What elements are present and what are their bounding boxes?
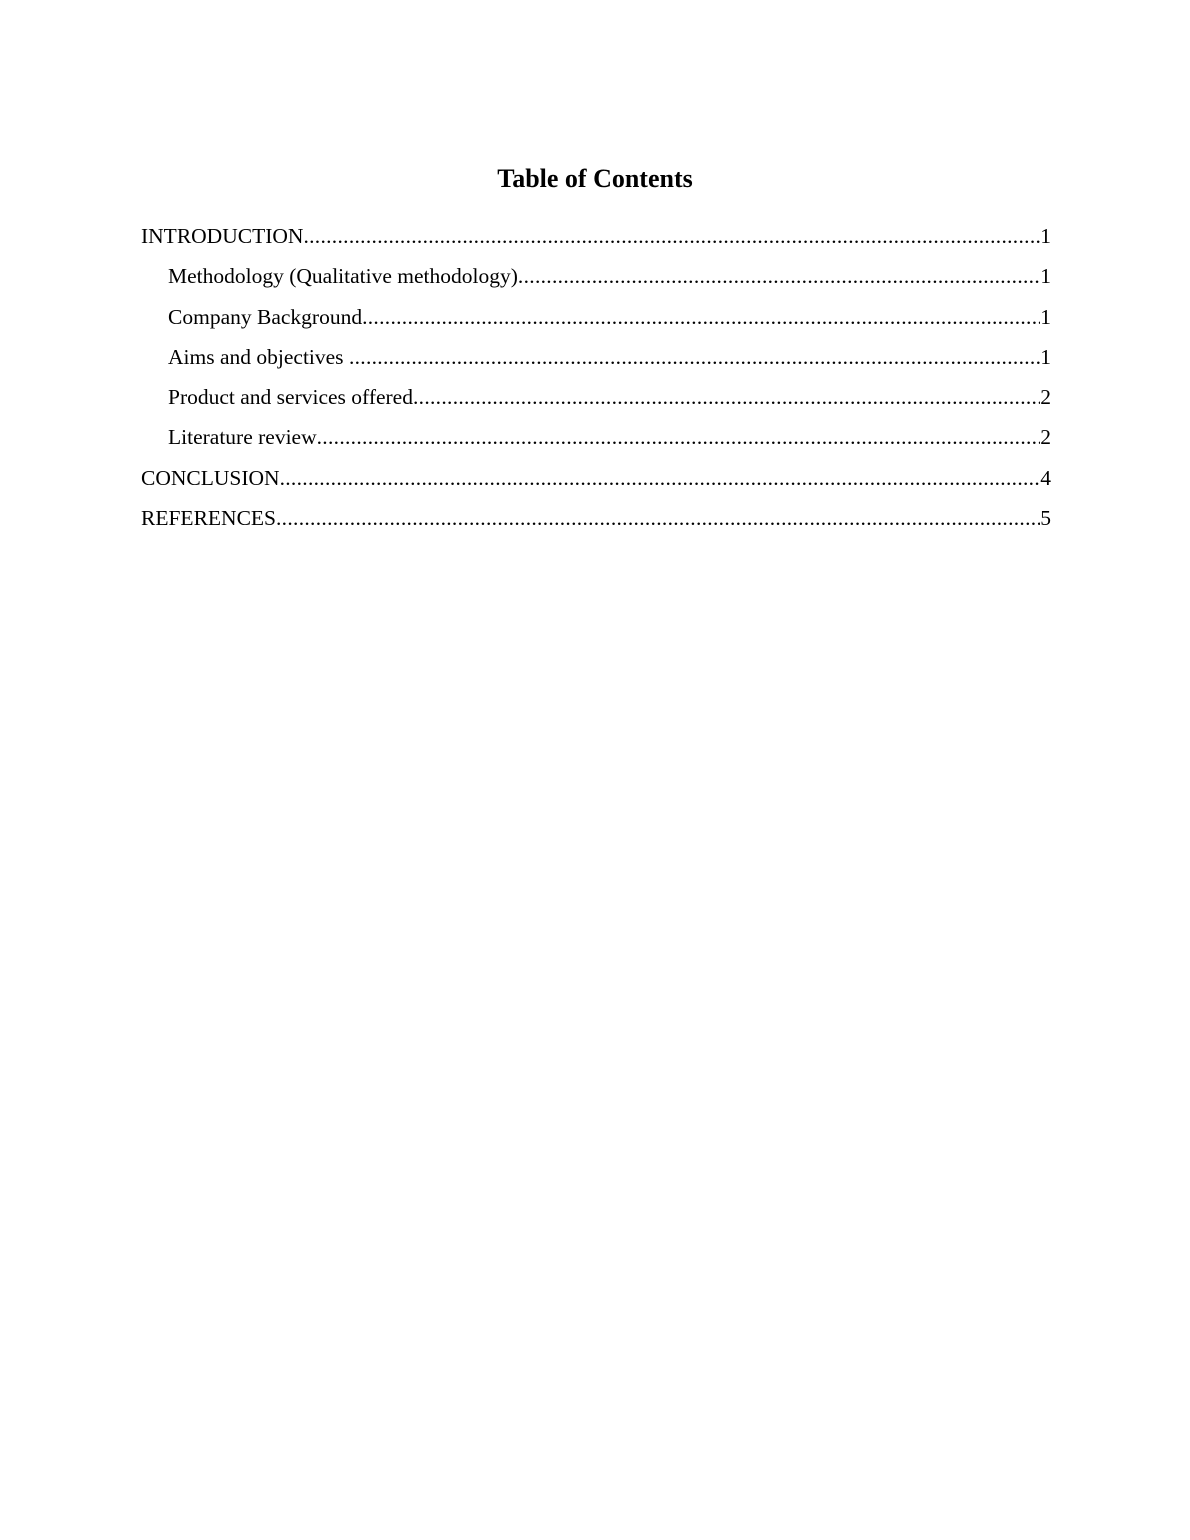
table-of-contents xyxy=(141,216,1051,538)
toc-entry-company-background[interactable] xyxy=(141,297,1051,337)
toc-dot-leader xyxy=(276,498,1040,538)
toc-dot-leader xyxy=(362,297,1040,337)
toc-entry-label: Company Background xyxy=(168,304,363,329)
toc-entry-label: Product and services offered xyxy=(168,385,413,410)
toc-entry-label: Aims and objectives xyxy=(168,344,349,369)
toc-page-number: 1 xyxy=(1040,264,1051,289)
toc-entry-introduction[interactable] xyxy=(141,216,1051,256)
toc-dot-leader xyxy=(349,337,1040,377)
toc-entry-label: Methodology (Qualitative methodology) xyxy=(168,264,518,289)
toc-page-number: 2 xyxy=(1040,385,1051,410)
toc-entry-label: Literature review xyxy=(168,425,317,450)
toc-entry-conclusion[interactable] xyxy=(141,458,1051,498)
toc-entry-label: REFERENCES xyxy=(141,506,276,531)
toc-page-number: 2 xyxy=(1040,425,1051,450)
toc-entry-references[interactable] xyxy=(141,498,1051,538)
toc-dot-leader xyxy=(518,256,1040,296)
toc-page-number: 1 xyxy=(1040,304,1051,329)
toc-dot-leader xyxy=(317,417,1041,457)
toc-entry-aims-objectives[interactable] xyxy=(141,337,1051,377)
toc-dot-leader xyxy=(303,216,1040,256)
toc-entry-methodology[interactable] xyxy=(141,256,1051,296)
toc-dot-leader xyxy=(413,377,1040,417)
toc-entry-literature-review[interactable] xyxy=(141,417,1051,457)
toc-entry-label: CONCLUSION xyxy=(141,465,280,490)
toc-entry-products-services[interactable] xyxy=(141,377,1051,417)
toc-page-number: 1 xyxy=(1040,224,1051,248)
toc-page-number: 4 xyxy=(1040,465,1051,490)
toc-dot-leader xyxy=(280,458,1041,498)
toc-title: Table of Contents xyxy=(497,164,693,193)
toc-page-number: 1 xyxy=(1040,344,1051,369)
toc-entry-label: INTRODUCTION xyxy=(141,224,304,248)
toc-page-number: 5 xyxy=(1040,506,1051,531)
